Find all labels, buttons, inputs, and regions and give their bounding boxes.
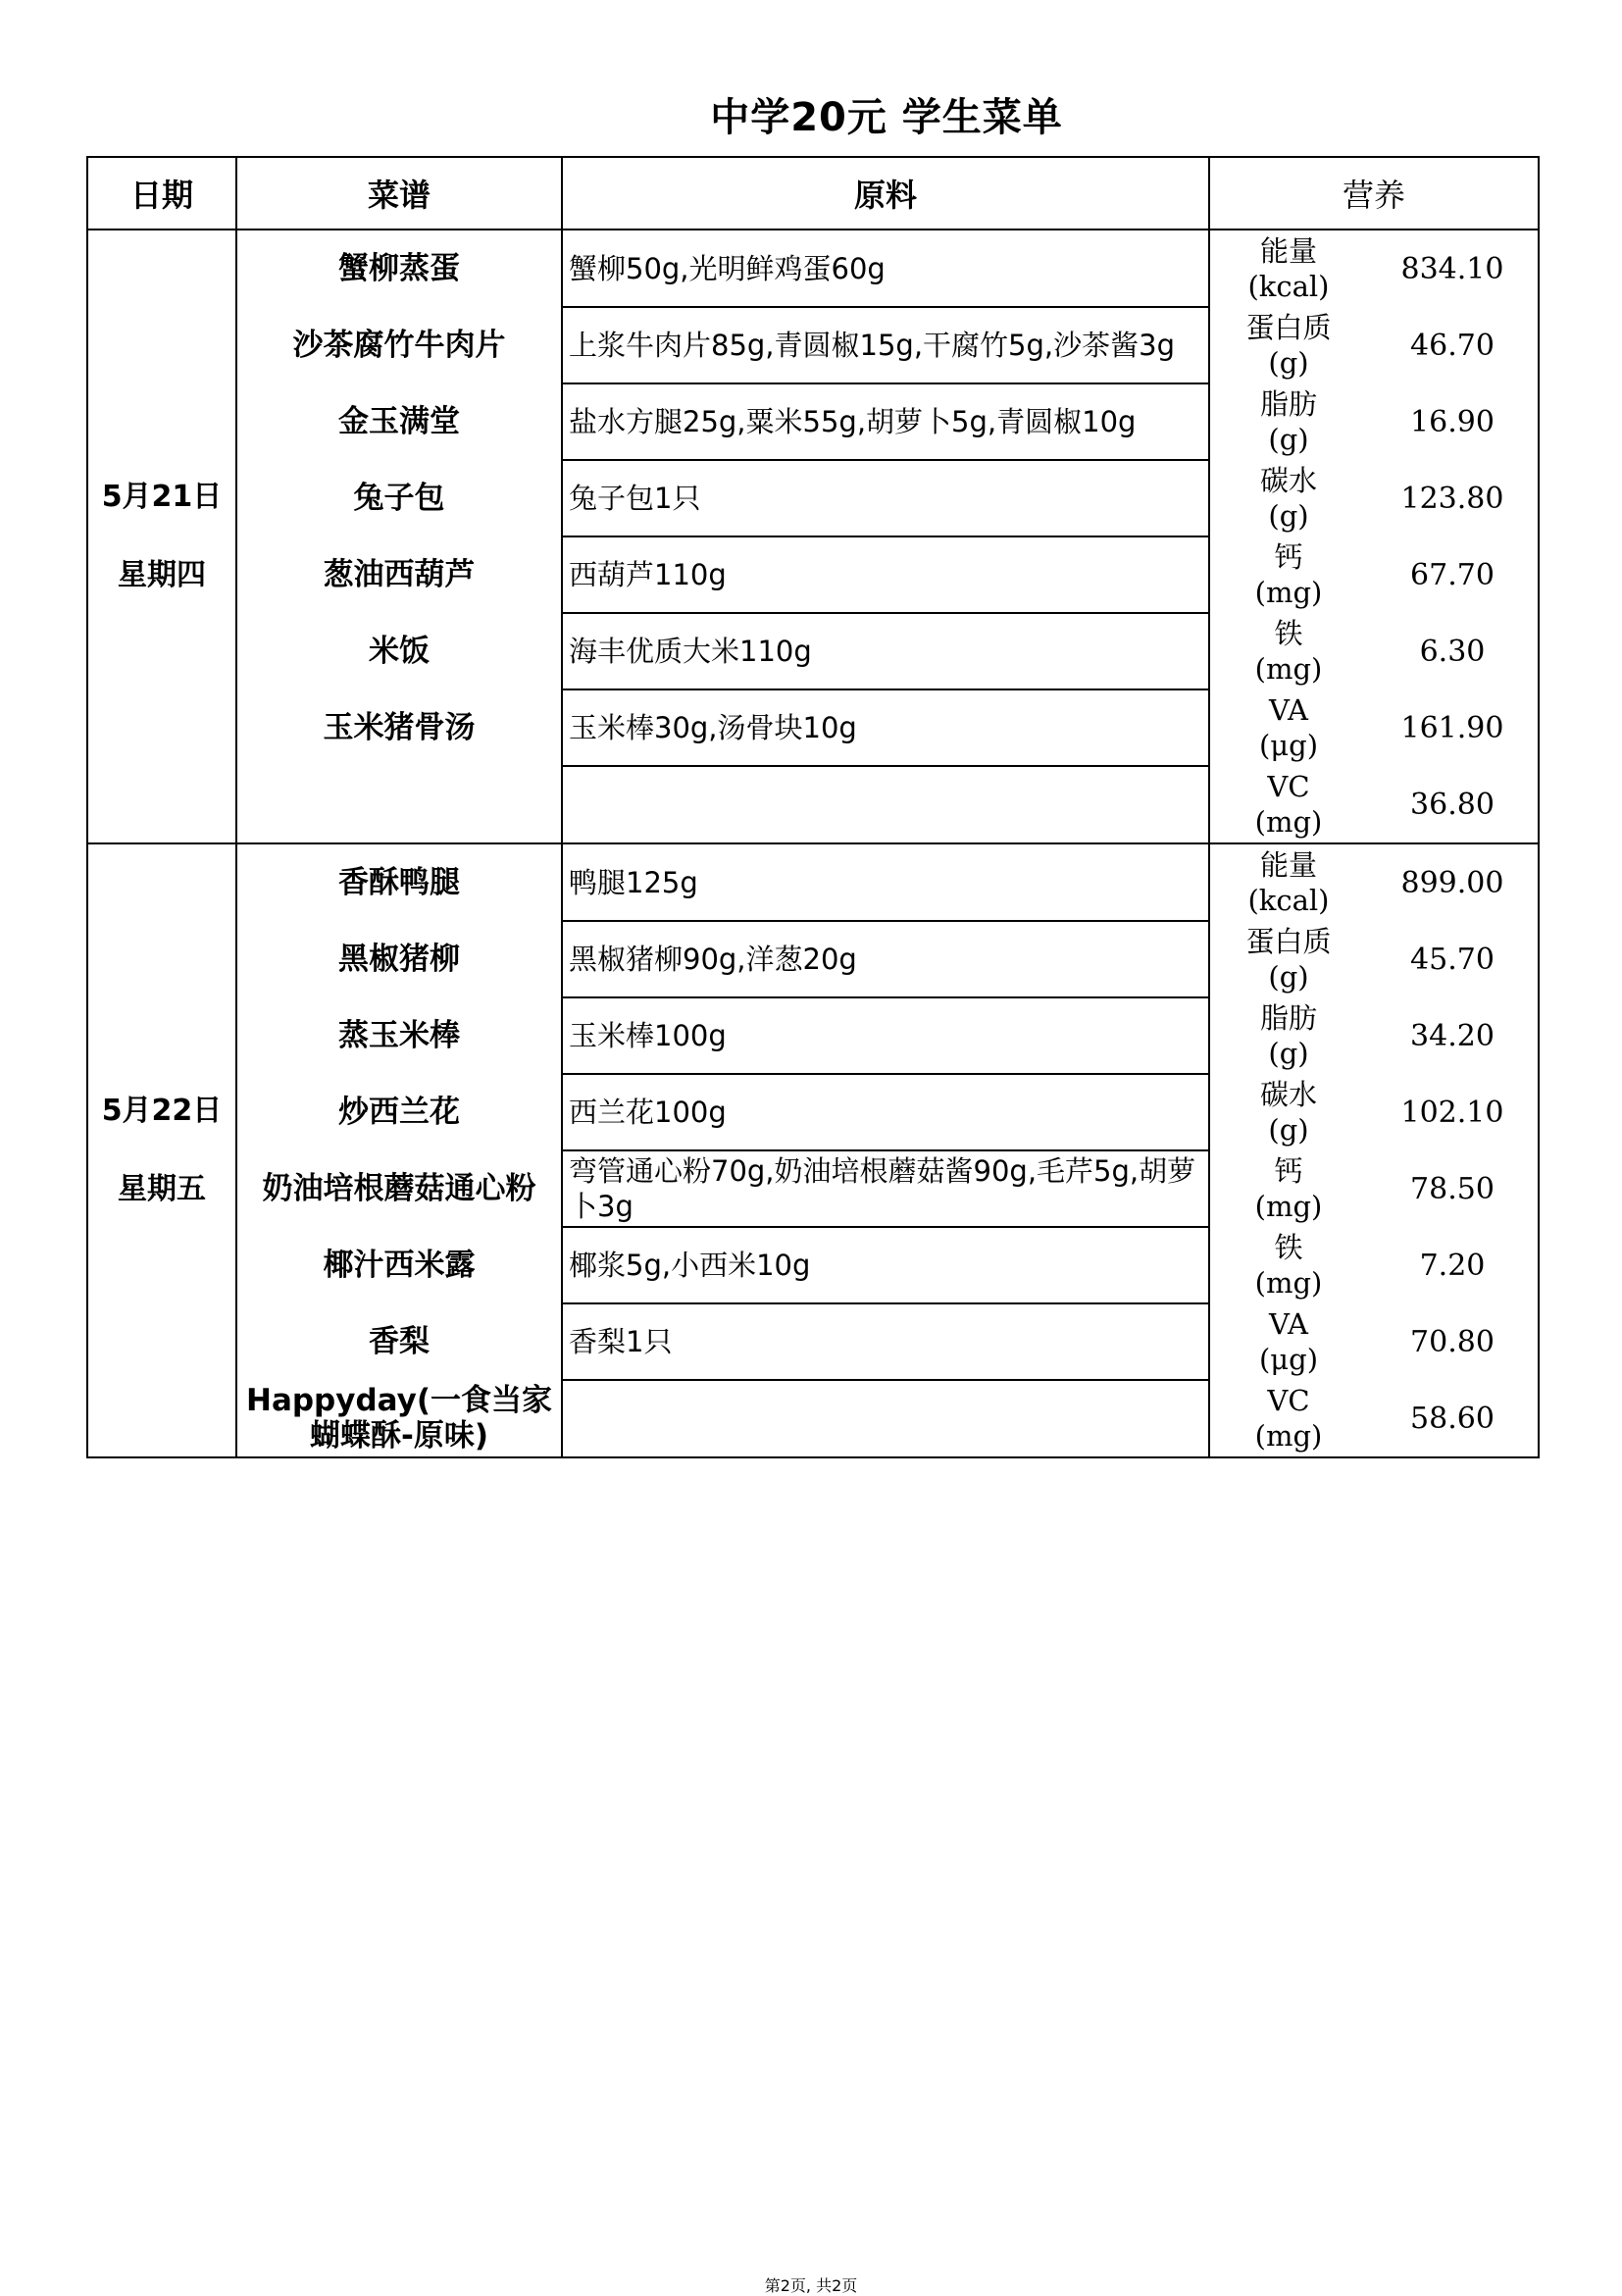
nutrient-value: 102.10 xyxy=(1400,1095,1504,1130)
nutrient-name: 脂肪 xyxy=(1259,1001,1317,1035)
nutrition-cell xyxy=(1209,997,1539,1074)
ingredients-cell: 兔子包1只 xyxy=(562,460,1209,536)
nutrient-value: 161.90 xyxy=(1400,710,1504,745)
nutrition-cell xyxy=(1209,1227,1539,1303)
nutrient-unit: (g) xyxy=(1268,423,1309,456)
table-row xyxy=(87,613,1539,689)
nutrition-cell xyxy=(1209,536,1539,613)
table-row xyxy=(87,536,1539,613)
nutrient-name: 钙 xyxy=(1274,540,1303,574)
header-ingredients: 原料 xyxy=(562,157,1209,230)
menu-body xyxy=(87,230,1539,1457)
nutrition-cell xyxy=(1209,613,1539,689)
dish-name: 沙茶腐竹牛肉片 xyxy=(236,307,562,383)
nutrient-value: 7.20 xyxy=(1419,1248,1486,1283)
table-row xyxy=(87,689,1539,766)
nutrient-name: VA xyxy=(1269,693,1308,727)
dish-name: 蟹柳蒸蛋 xyxy=(236,230,562,307)
header-row xyxy=(87,157,1539,230)
nutrient-value: 123.80 xyxy=(1400,481,1504,516)
nutrient-unit: (mg) xyxy=(1254,1266,1323,1300)
menu-table xyxy=(86,156,1540,1458)
nutrient-name: 铁 xyxy=(1274,617,1303,650)
ingredients-cell: 上浆牛肉片85g,青圆椒15g,干腐竹5g,沙茶酱3g xyxy=(562,307,1209,383)
ingredients-cell: 西葫芦110g xyxy=(562,536,1209,613)
dish-name: 米饭 xyxy=(236,613,562,689)
page-footer: 第2页, 共2页 xyxy=(764,2276,858,2295)
dish-name: 奶油培根蘑菇通心粉 xyxy=(236,1150,562,1227)
dish-name: 黑椒猪柳 xyxy=(236,921,562,997)
table-row xyxy=(87,921,1539,997)
nutrition-cell xyxy=(1209,766,1539,843)
nutrition-cell xyxy=(1209,921,1539,997)
table-row xyxy=(87,230,1539,307)
nutrient-unit: (mg) xyxy=(1254,805,1323,839)
ingredients-cell: 黑椒猪柳90g,洋葱20g xyxy=(562,921,1209,997)
table-row xyxy=(87,307,1539,383)
nutrient-name: 铁 xyxy=(1274,1231,1303,1264)
table-row xyxy=(87,997,1539,1074)
nutrient-name: 碳水 xyxy=(1259,464,1317,497)
nutrient-name: 蛋白质 xyxy=(1245,925,1332,958)
nutrient-name: VA xyxy=(1269,1307,1308,1341)
table-row xyxy=(87,1380,1539,1457)
nutrient-name: VC xyxy=(1267,770,1310,803)
nutrient-unit: (g) xyxy=(1268,1113,1309,1147)
ingredients-cell xyxy=(562,1380,1209,1457)
dish-name: 蒸玉米棒 xyxy=(236,997,562,1074)
ingredients-cell: 蟹柳50g,光明鲜鸡蛋60g xyxy=(562,230,1209,307)
nutrient-unit: (μg) xyxy=(1258,1343,1319,1376)
nutrient-value: 70.80 xyxy=(1410,1324,1495,1359)
nutrient-value: 899.00 xyxy=(1400,865,1504,900)
table-row xyxy=(87,843,1539,921)
nutrient-value: 16.90 xyxy=(1410,404,1495,439)
nutrient-name: 能量 xyxy=(1259,848,1317,882)
nutrition-cell xyxy=(1209,383,1539,460)
nutrient-unit: (mg) xyxy=(1254,1419,1323,1453)
date-label: 5月21日 xyxy=(101,480,223,514)
date-cell xyxy=(87,230,236,843)
ingredients-cell: 海丰优质大米110g xyxy=(562,613,1209,689)
nutrient-name: VC xyxy=(1267,1384,1310,1417)
ingredients-cell: 香梨1只 xyxy=(562,1303,1209,1380)
ingredients-cell: 椰浆5g,小西米10g xyxy=(562,1227,1209,1303)
weekday-label: 星期五 xyxy=(118,1172,206,1206)
nutrition-cell xyxy=(1209,1303,1539,1380)
nutrient-name: 碳水 xyxy=(1259,1078,1317,1111)
table-row xyxy=(87,383,1539,460)
header-nutrition: 营养 xyxy=(1209,157,1539,230)
nutrient-value: 67.70 xyxy=(1410,557,1495,592)
nutrition-cell xyxy=(1209,230,1539,307)
nutrient-unit: (g) xyxy=(1268,1037,1309,1070)
page-title: 中学20元 学生菜单 xyxy=(710,95,1063,140)
dish-name: Happyday(一食当家蝴蝶酥-原味) xyxy=(236,1380,562,1457)
ingredients-cell: 盐水方腿25g,粟米55g,胡萝卜5g,青圆椒10g xyxy=(562,383,1209,460)
dish-name: 香梨 xyxy=(236,1303,562,1380)
nutrition-cell xyxy=(1209,307,1539,383)
nutrient-value: 58.60 xyxy=(1410,1401,1495,1436)
nutrient-value: 45.70 xyxy=(1410,942,1495,977)
table-row xyxy=(87,1074,1539,1150)
date-label: 5月22日 xyxy=(101,1094,223,1128)
ingredients-cell: 弯管通心粉70g,奶油培根蘑菇酱90g,毛芹5g,胡萝卜3g xyxy=(562,1150,1209,1227)
nutrition-cell xyxy=(1209,460,1539,536)
nutrition-cell xyxy=(1209,689,1539,766)
ingredients-cell: 玉米棒100g xyxy=(562,997,1209,1074)
nutrition-cell xyxy=(1209,1074,1539,1150)
nutrient-name: 脂肪 xyxy=(1259,387,1317,421)
nutrient-unit: (kcal) xyxy=(1247,884,1330,917)
table-row xyxy=(87,460,1539,536)
nutrient-value: 34.20 xyxy=(1410,1018,1495,1053)
dish-name: 椰汁西米露 xyxy=(236,1227,562,1303)
nutrient-unit: (kcal) xyxy=(1247,270,1330,303)
nutrition-cell xyxy=(1209,843,1539,921)
ingredients-cell xyxy=(562,766,1209,843)
nutrition-cell xyxy=(1209,1380,1539,1457)
ingredients-cell: 玉米棒30g,汤骨块10g xyxy=(562,689,1209,766)
header-date: 日期 xyxy=(87,157,236,230)
table-row xyxy=(87,1227,1539,1303)
nutrient-unit: (μg) xyxy=(1258,729,1319,762)
table-row xyxy=(87,1150,1539,1227)
nutrient-name: 钙 xyxy=(1274,1154,1303,1188)
ingredients-cell: 西兰花100g xyxy=(562,1074,1209,1150)
nutrient-value: 78.50 xyxy=(1410,1171,1495,1206)
nutrition-cell xyxy=(1209,1150,1539,1227)
nutrient-value: 46.70 xyxy=(1410,328,1495,363)
nutrient-unit: (g) xyxy=(1268,346,1309,380)
dish-name: 兔子包 xyxy=(236,460,562,536)
weekday-label: 星期四 xyxy=(118,558,206,592)
dish-name: 玉米猪骨汤 xyxy=(236,689,562,766)
table-row xyxy=(87,1303,1539,1380)
dish-name xyxy=(236,766,562,843)
dish-name: 葱油西葫芦 xyxy=(236,536,562,613)
nutrient-unit: (mg) xyxy=(1254,1190,1323,1223)
nutrient-value: 6.30 xyxy=(1419,634,1486,669)
nutrient-unit: (g) xyxy=(1268,499,1309,533)
nutrient-unit: (g) xyxy=(1268,960,1309,994)
dish-name: 香酥鸭腿 xyxy=(236,843,562,921)
header-dish: 菜谱 xyxy=(236,157,562,230)
nutrient-name: 能量 xyxy=(1259,234,1317,268)
dish-name: 炒西兰花 xyxy=(236,1074,562,1150)
dish-name: 金玉满堂 xyxy=(236,383,562,460)
date-cell xyxy=(87,843,236,1457)
table-row xyxy=(87,766,1539,843)
nutrient-name: 蛋白质 xyxy=(1245,311,1332,344)
ingredients-cell: 鸭腿125g xyxy=(562,843,1209,921)
nutrient-value: 834.10 xyxy=(1400,251,1504,286)
nutrient-value: 36.80 xyxy=(1410,787,1495,822)
nutrient-unit: (mg) xyxy=(1254,576,1323,609)
nutrient-unit: (mg) xyxy=(1254,652,1323,686)
